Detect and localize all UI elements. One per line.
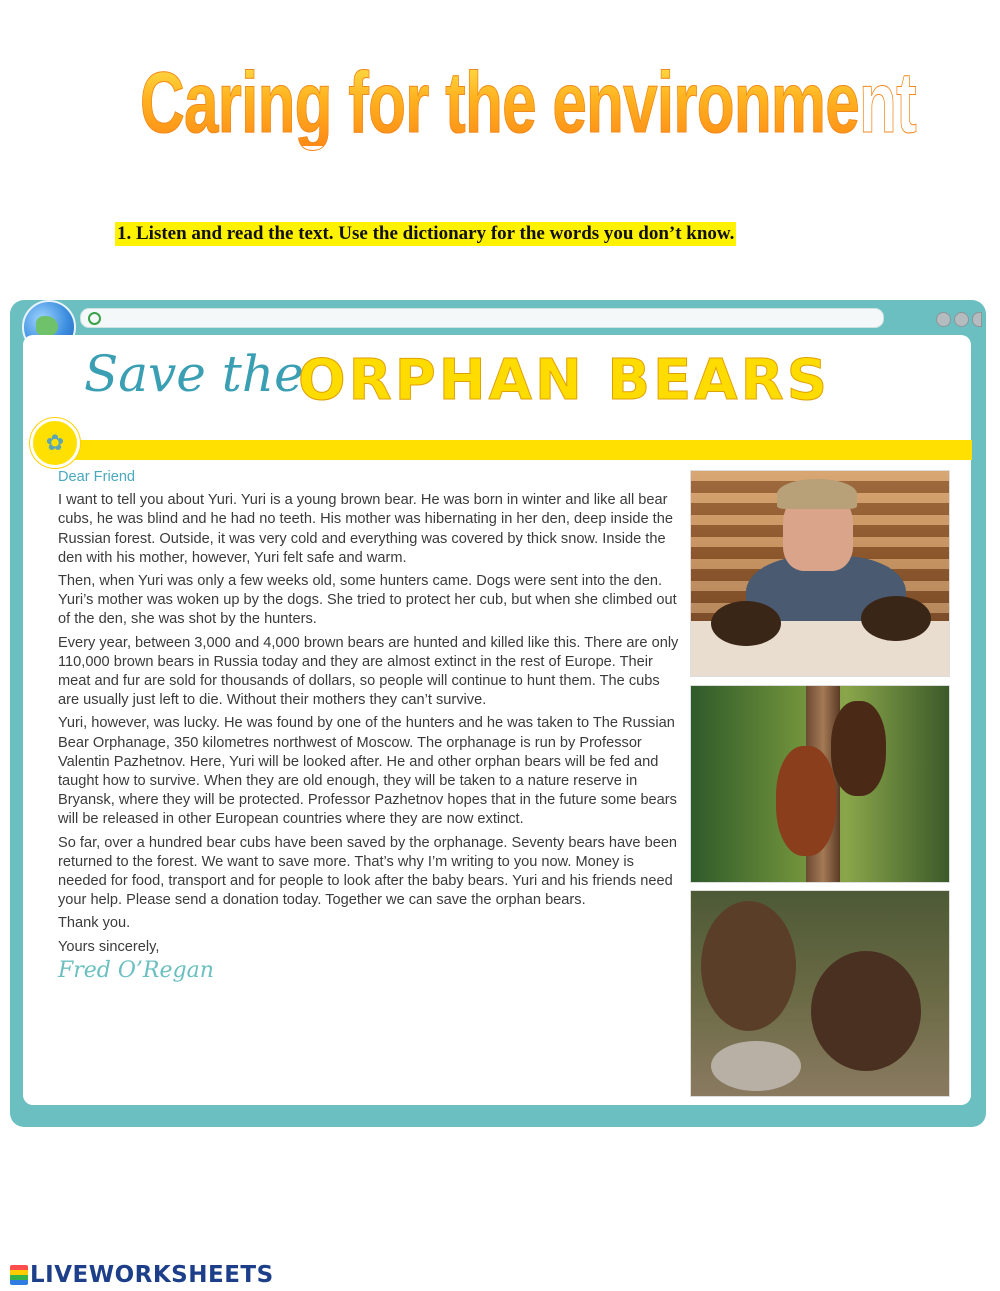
photo-bear-cubs — [690, 890, 950, 1097]
instruction-text: 1. Listen and read the text. Use the dictionary for the words you don’t know. — [117, 223, 735, 244]
restore-icon — [954, 312, 969, 327]
heading-script: Save the — [84, 345, 304, 403]
brand-logo-icon — [10, 1265, 28, 1285]
letter-signature: Fred O’Regan — [58, 957, 214, 983]
paragraph-5: So far, over a hundred bear cubs have been saved by the orphanage. Seventy bears have been returned to the forest. We want to save more. That’s why I’m writing to you now. Money is needed for food, transport and for people to look after the baby bears. Yuri and his friends need your help. Please send a donation today. Together we can save the orphan bears. — [58, 834, 678, 909]
brand-name: LIVEWORKSHEETS — [30, 1262, 274, 1288]
close-icon — [972, 312, 982, 327]
paragraph-1: I want to tell you about Yuri. Yuri is a young brown bear. He was born in winter and like all bear cubs, he was blind and he had no teeth. His mother was hibernating in her den, deep inside the Russian forest. Outside, it was very cold and everything was covered by thick snow. Inside the den with his mother, however, Yuri felt safe and warm. — [58, 492, 673, 566]
paw-icon: ✿ — [30, 418, 80, 468]
footer-brand — [10, 1262, 274, 1288]
letter-thanks: Thank you. — [58, 915, 131, 932]
letter-body — [58, 468, 680, 983]
heading-underline — [58, 440, 972, 460]
address-bar — [80, 308, 884, 328]
letter-greeting: Dear Friend — [58, 469, 136, 485]
heading-caps: ORPHAN BEARS — [298, 348, 831, 413]
photo-man-with-cubs — [690, 470, 950, 677]
letter-signoff: Yours sincerely, — [58, 938, 160, 955]
minimize-icon — [936, 312, 951, 327]
paragraph-3: Every year, between 3,000 and 4,000 brown bears are hunted and killed like this. There are only 110,000 brown bears in Russia today and they are almost extinct in the rest of Europe. Their meat and fur are sold for thousands of dollars, so people will continue to hunt them. The cubs are usually just left to die. Without their mothers they can’t survive. — [58, 634, 679, 709]
paragraph-4: Yuri, however, was lucky. He was found by one of the hunters and he was taken to The Russian Bear Orphanage, 350 kilometres northwest of Moscow. The orphanage is run by Professor Valentin Pazhetnov. Here, Yuri will be looked after. He and other orphan bears will be fed and taught how to survive. When they are old enough, they will be taken to a nature reserve in Bryansk, where they will be protected. Professor Pazhetnov hopes that in the future some bears will be released in other European countries where they are now extinct. — [58, 715, 677, 828]
paragraph-2: Then, when Yuri was only a few weeks old, some hunters came. Dogs were sent into the den. Yuri’s mother was woken up by the dogs. She tried to protect her cub, but when she climbed out of the den, she was shot by the hunters. — [58, 573, 677, 628]
photo-cubs-climbing-tree — [690, 685, 950, 883]
search-icon — [88, 312, 101, 325]
worksheet-title: Caring for the environment — [140, 55, 916, 151]
